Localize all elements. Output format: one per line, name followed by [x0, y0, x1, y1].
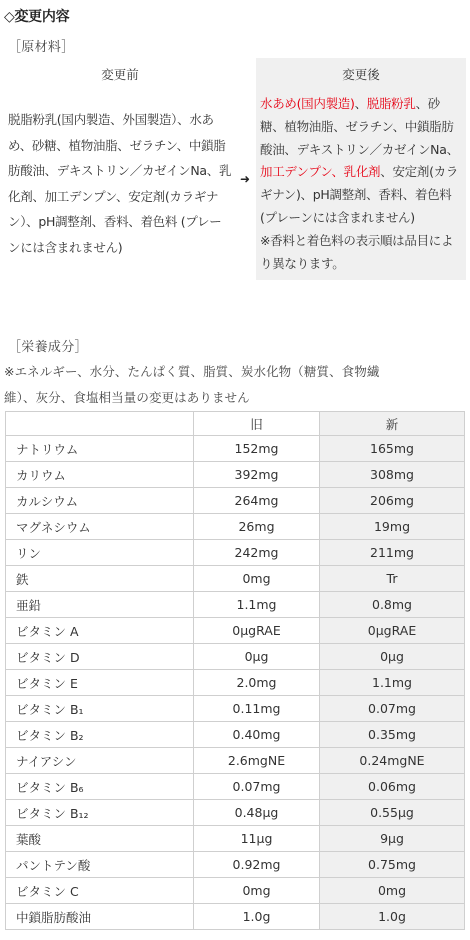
- new-value: 0μg: [320, 644, 465, 670]
- table-row: [6, 826, 465, 852]
- changed-ingredient: 乳化剤: [343, 164, 381, 180]
- old-value: 0μg: [194, 644, 320, 670]
- table-row: [6, 852, 465, 878]
- old-value: 26mg: [194, 514, 320, 540]
- new-value: 1.1mg: [320, 670, 465, 696]
- page-title: ◇変更内容: [4, 9, 70, 25]
- materials-label: ［原材料］: [8, 40, 75, 55]
- nutrient-name: ビタミン D: [6, 644, 194, 670]
- new-value: 1.0g: [320, 904, 465, 930]
- nutrient-name: ビタミン B₂: [6, 722, 194, 748]
- old-value: 0.11mg: [194, 696, 320, 722]
- nutrient-name: ビタミン B₁: [6, 696, 194, 722]
- changed-ingredient: 脱脂粉乳: [366, 96, 416, 111]
- old-value: 0mg: [194, 878, 320, 904]
- old-value: 0μgRAE: [194, 618, 320, 644]
- arrow-icon: ➜: [240, 172, 251, 186]
- old-value: 264mg: [194, 488, 320, 514]
- table-row: [6, 592, 465, 618]
- table-row: [6, 904, 465, 930]
- new-value: Tr: [320, 566, 465, 592]
- table-row: [6, 748, 465, 774]
- table-row: [6, 618, 465, 644]
- nutrient-name: 葉酸: [6, 826, 194, 852]
- nutrition-note-cont: 維）、灰分、食塩相当量の変更はありません: [4, 390, 250, 405]
- old-value: 1.0g: [194, 904, 320, 930]
- nutrition-table: [5, 411, 465, 930]
- new-value: 9μg: [320, 826, 465, 852]
- changed-ingredient: 加工デンプン: [260, 164, 332, 180]
- old-value: 0.40mg: [194, 722, 320, 748]
- new-value: 206mg: [320, 488, 465, 514]
- new-value: 0μgRAE: [320, 618, 465, 644]
- nutrient-name: マグネシウム: [6, 514, 194, 540]
- table-row: [6, 774, 465, 800]
- changed-ingredient: 水あめ(国内製造): [260, 96, 355, 111]
- nutrition-label: ［栄養成分］: [8, 340, 88, 355]
- header-name: [6, 412, 194, 436]
- old-value: 11μg: [194, 826, 320, 852]
- nutrient-name: カリウム: [6, 462, 194, 488]
- old-value: 242mg: [194, 540, 320, 566]
- table-row: [6, 436, 465, 462]
- header-new: 新: [320, 412, 465, 436]
- new-value: 0.24mgNE: [320, 748, 465, 774]
- new-value: 211mg: [320, 540, 465, 566]
- nutrient-name: パントテン酸: [6, 852, 194, 878]
- new-value: 19mg: [320, 514, 465, 540]
- table-row: [6, 488, 465, 514]
- old-value: 152mg: [194, 436, 320, 462]
- new-value: 308mg: [320, 462, 465, 488]
- table-row: [6, 644, 465, 670]
- nutrient-name: ナトリウム: [6, 436, 194, 462]
- before-header: 変更前: [101, 67, 139, 82]
- table-row: [6, 514, 465, 540]
- header-old: 旧: [194, 412, 320, 436]
- table-row: [6, 566, 465, 592]
- old-value: 1.1mg: [194, 592, 320, 618]
- nutrient-name: リン: [6, 540, 194, 566]
- table-row: [6, 462, 465, 488]
- materials-comparison: [4, 58, 466, 280]
- old-value: 0.07mg: [194, 774, 320, 800]
- old-value: 0mg: [194, 566, 320, 592]
- after-header: 変更後: [342, 67, 380, 82]
- new-value: 0.35mg: [320, 722, 465, 748]
- new-value: 0.07mg: [320, 696, 465, 722]
- table-row: [6, 540, 465, 566]
- before-ingredients: 脱脂粉乳(国内製造、外国製造）、水あめ、砂糖、植物油脂、ゼラチン、中鎖脂肪酸油、デキストリン／カゼインNa、乳化剤、加工デンプン、安定剤(カラギナン）、pH調整剤、香料、着色料 (プレーンには含まれません): [8, 112, 232, 255]
- new-value: 0.75mg: [320, 852, 465, 878]
- nutrient-name: ビタミン A: [6, 618, 194, 644]
- nutrient-name: 亜鉛: [6, 592, 194, 618]
- nutrient-name: カルシウム: [6, 488, 194, 514]
- nutrient-name: 中鎖脂肪酸油: [6, 904, 194, 930]
- nutrient-name: ビタミン B₁₂: [6, 800, 194, 826]
- after-note: ※香料と着色料の表示順は品目により異なります。: [260, 232, 454, 271]
- nutrition-note: ※エネルギー、水分、たんぱく質、脂質、炭水化物（糖質、食物繊: [4, 364, 380, 379]
- after-ingredients: 水あめ(国内製造)、脱脂粉乳、砂糖、植物油脂、ゼラチン、中鎖脂肪酸油、デキストリン／カゼインNa、加工デンプン、乳化剤、安定剤(カラギナン)、pH調整剤、香料、着色料 (プレーンには含まれません) ※香料と着色料の表示順は品目により異なります。: [260, 96, 459, 271]
- new-value: 165mg: [320, 436, 465, 462]
- table-row: [6, 696, 465, 722]
- nutrient-name: ナイアシン: [6, 748, 194, 774]
- after-column: [256, 58, 466, 280]
- old-value: 0.48μg: [194, 800, 320, 826]
- new-value: 0.06mg: [320, 774, 465, 800]
- table-row: [6, 878, 465, 904]
- new-value: 0.8mg: [320, 592, 465, 618]
- old-value: 392mg: [194, 462, 320, 488]
- nutrient-name: ビタミン E: [6, 670, 194, 696]
- old-value: 2.6mgNE: [194, 748, 320, 774]
- new-value: 0mg: [320, 878, 465, 904]
- nutrient-name: ビタミン B₆: [6, 774, 194, 800]
- old-value: 0.92mg: [194, 852, 320, 878]
- old-value: 2.0mg: [194, 670, 320, 696]
- new-value: 0.55μg: [320, 800, 465, 826]
- table-row: [6, 670, 465, 696]
- nutrient-name: ビタミン C: [6, 878, 194, 904]
- table-row: [6, 800, 465, 826]
- nutrient-name: 鉄: [6, 566, 194, 592]
- before-column: [4, 58, 236, 280]
- table-row: [6, 722, 465, 748]
- table-header-row: [6, 412, 465, 436]
